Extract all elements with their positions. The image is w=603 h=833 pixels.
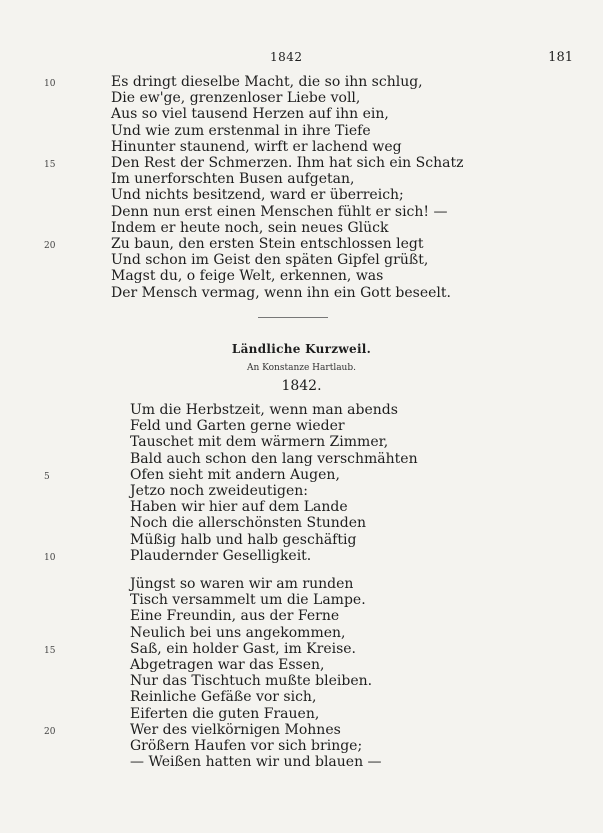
verse-text: Den Rest der Schmerzen. Ihm hat sich ein Schatz [111,155,464,171]
line-number: 15 [44,645,56,656]
verse-line [0,515,603,532]
verse-line [0,171,603,188]
verse-line [0,285,603,302]
verse-text: Und nichts besitzend, ward er überreich; [111,187,404,204]
verse-text: Ofen sieht mit andern Augen, [130,466,340,483]
verse-line [0,90,603,107]
verse-text: Es dringt dieselbe Macht, die so ihn schlug, [111,74,423,90]
verse-line [0,576,603,593]
verse-text: Jetzo noch zweideutigen: [130,483,309,499]
verse-line [0,451,603,468]
verse-text: Jüngst so waren wir am runden [130,576,354,592]
verse-text: Eiferten die guten Frauen, [130,705,320,722]
verse-line [0,657,603,674]
verse-line [0,689,603,706]
verse-line [0,220,603,237]
line-number: 20 [44,726,56,737]
verse-text: Hinunter staunend, wirft er lachend weg [111,138,402,155]
verse-text: Und wie zum erstenmal in ihre Tiefe [111,122,371,139]
verse-line [0,673,603,690]
running-head: 1842 [270,50,303,64]
verse-text: Noch die allerschönsten Stunden [130,515,367,532]
verse-text: Abgetragen war das Essen, [130,657,325,673]
verse-line [0,123,603,140]
verse-line [0,483,603,500]
verse-line [0,499,603,516]
verse-text: — Weißen hatten wir und blauen — [130,754,382,771]
verse-text: Der Mensch vermag, wenn ihn ein Gott beseelt. [111,284,451,301]
verse-text: Im unerforschten Busen aufgetan, [111,171,355,188]
verse-text: Eine Freundin, aus der Ferne [130,608,340,625]
verse-text: Tisch versammelt um die Lampe. [130,592,366,609]
verse-line [0,722,603,739]
verse-line [0,236,603,253]
verse-line [0,204,603,221]
verse-line [0,592,603,609]
verse-text: Und schon im Geist den späten Gipfel grüßt, [111,252,429,269]
verse-text: Aus so viel tausend Herzen auf ihn ein, [111,106,389,123]
verse-line [0,738,603,755]
verse-line [0,252,603,269]
verse-text: Plaudernder Geselligkeit. [130,547,312,564]
verse-text: Wer des vielkörnigen Mohnes [130,721,341,738]
verse-text: Tauschet mit dem wärmern Zimmer, [130,434,389,451]
verse-text: Bald auch schon den lang verschmähten [130,450,418,467]
verse-text: Die ew'ge, grenzenloser Liebe voll, [111,90,361,107]
verse-line [0,155,603,172]
verse-text: Magst du, o feige Welt, erkennen, was [111,268,384,285]
verse-line [0,641,603,658]
verse-text: Denn nun erst einen Menschen fühlt er sich! — [111,203,448,220]
poem-title: Ländliche Kurzweil. [231,342,372,356]
verse-line [0,418,603,435]
line-number: 5 [44,471,50,482]
verse-text: Saß, ein holder Gast, im Kreise. [130,640,357,657]
verse-line [0,532,603,549]
verse-line [0,106,603,123]
poem-year: 1842. [281,378,322,394]
line-number: 15 [44,160,56,170]
line-number: 20 [44,241,56,251]
verse-text: Nur das Tischtuch mußte bleiben. [130,673,373,690]
verse-line [0,74,603,91]
verse-text: Müßig halb und halb geschäftig [130,531,357,548]
verse-line [0,139,603,156]
verse-line [0,434,603,451]
verse-line [0,754,603,771]
verse-line [0,187,603,204]
line-number: 10 [44,552,56,563]
page-header [0,50,603,70]
verse-text: Um die Herbstzeit, wenn man abends [130,402,398,418]
verse-text: Haben wir hier auf dem Lande [130,499,348,516]
verse-text: Reinliche Gefäße vor sich, [130,689,317,706]
verse-line [0,402,603,419]
verse-line [0,268,603,285]
verse-text: Neulich bei uns angekommen, [130,624,346,641]
verse-line [0,467,603,484]
page-number: 181 [548,50,573,65]
verse-line [0,625,603,642]
line-number: 10 [44,79,56,89]
verse-text: Indem er heute noch, sein neues Glück [111,219,389,236]
verse-line [0,548,603,565]
verse-line [0,608,603,625]
verse-text: Feld und Garten gerne wieder [130,418,345,435]
verse-text: Zu baun, den ersten Stein entschlossen legt [111,236,424,252]
verse-text: Größern Haufen vor sich bringe; [130,738,363,754]
verse-line [0,706,603,723]
section-divider [258,317,328,318]
poem-dedication: An Konstanze Hartlaub. [247,363,356,373]
